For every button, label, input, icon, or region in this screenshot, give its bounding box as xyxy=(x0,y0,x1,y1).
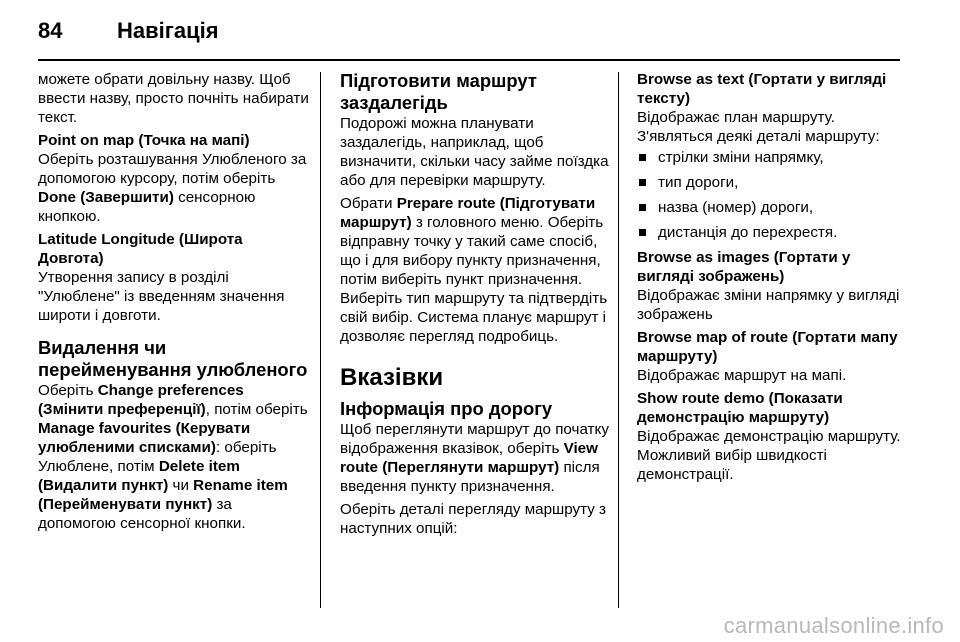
section-title: Навігація xyxy=(117,18,219,43)
term-latitude-longitude: Latitude Longitude (Широта Довгота) xyxy=(38,231,243,267)
square-bullet-icon xyxy=(639,204,646,211)
column-left xyxy=(38,70,310,533)
square-bullet-icon xyxy=(639,154,646,161)
column-middle xyxy=(340,70,612,538)
column-divider-2 xyxy=(618,72,619,608)
paragraph: Відображає демонстрацію маршруту. Можливий вибір швидкості демонстрації. xyxy=(637,428,901,483)
paragraph: З'являться деякі деталі маршруту: xyxy=(637,128,880,145)
term-browse-as-text: Browse as text (Гортати у вигляді тексту) xyxy=(637,71,887,107)
header-rule xyxy=(38,59,900,61)
list-item: назва (номер) дороги, xyxy=(637,198,909,217)
paragraph: можете обрати довільну назву. Щоб ввести назву, просто почніть набирати текст. xyxy=(38,71,309,126)
term-browse-map: Browse map of route (Гортати мапу маршруту) xyxy=(637,329,898,365)
paragraph: Утворення запису в розділі "Улюблене" із введенням значення широти і довготи. xyxy=(38,269,285,324)
paragraph: Відображає план маршруту. xyxy=(637,109,835,126)
page-number: 84 xyxy=(38,18,63,43)
watermark: carmanualsonline.info xyxy=(723,613,944,638)
list-item: тип дороги, xyxy=(637,173,909,192)
paragraph: Відображає маршрут на мапі. xyxy=(637,367,847,384)
term-browse-as-images: Browse as images (Гортати у вигляді зображень) xyxy=(637,249,851,285)
term-done: Done (Завершити) xyxy=(38,189,174,206)
heading-delete-rename: Видалення чи перейменування улюбленого xyxy=(38,337,308,380)
paragraph: Оберіть Change preferences (Змінити преференції), потім оберіть Manage favourites (Керувати улюбленими списками): оберіть Улюблене, потім Delete item (Видалити пункт) чи Rename item (Перейменувати пункт) за допомогою сенсорної кнопки. xyxy=(38,382,308,532)
paragraph: Відображає зміни напрямку у вигляді зображень xyxy=(637,287,900,323)
bullet-list xyxy=(637,148,909,242)
paragraph: Подорожі можна планувати заздалегідь, наприклад, щоб визначити, скільки часу займе поїздка або для перевірки маршруту. xyxy=(340,115,609,189)
page-header xyxy=(38,10,900,50)
heading-prepare-route: Підготовити маршрут заздалегідь xyxy=(340,70,537,113)
term-route-demo: Show route demo (Показати демонстрацію маршруту) xyxy=(637,390,843,426)
heading-road-info: Інформація про дорогу xyxy=(340,398,553,419)
square-bullet-icon xyxy=(639,229,646,236)
term-point-on-map: Point on map (Точка на мапі) xyxy=(38,132,250,149)
heading-directions: Вказівки xyxy=(340,364,444,391)
column-right xyxy=(637,70,909,484)
square-bullet-icon xyxy=(639,179,646,186)
paragraph: Обрати Prepare route (Підготувати маршрут) з головного меню. Оберіть відправну точку у такий саме спосіб, що і для вибору пункту призначення, потім виберіть пункт призначення. Виберіть тип маршруту та підтвердіть свій вибір. Система планує маршрут і дозволяє перегляд подробиць. xyxy=(340,195,608,345)
paragraph: Щоб переглянути маршрут до початку відображення вказівок, оберіть View route (Переглянути маршрут) після введення пункту призначення. xyxy=(340,421,609,495)
list-item: дистанція до перехрестя. xyxy=(637,223,909,242)
paragraph: Оберіть деталі перегляду маршруту з наступних опцій: xyxy=(340,501,607,537)
column-divider-1 xyxy=(320,72,321,608)
list-item: стрілки зміни напрямку, xyxy=(637,148,909,167)
paragraph: Оберіть розташування Улюбленого за допомогою курсору, потім оберіть Done (Завершити) сенсорною кнопкою. xyxy=(38,151,307,225)
